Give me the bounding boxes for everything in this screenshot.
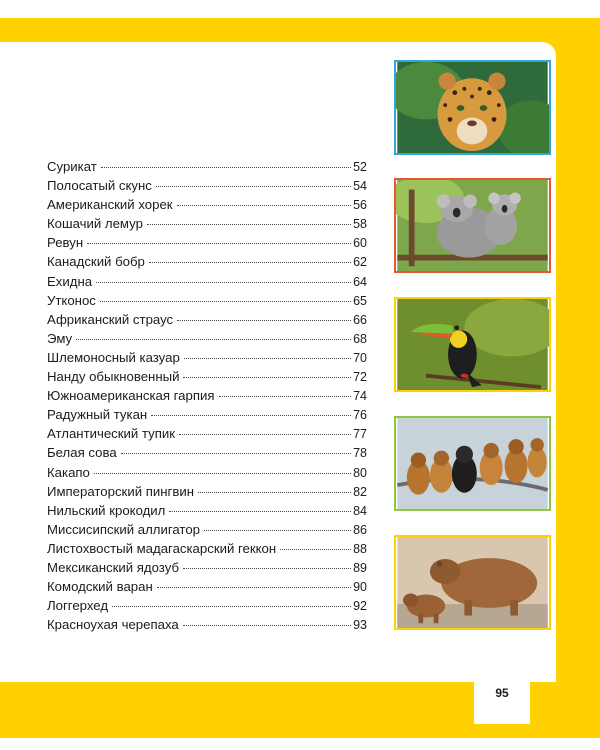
dot-leader — [177, 205, 352, 206]
toc-entry — [47, 233, 367, 252]
dot-leader — [183, 377, 351, 378]
toc-entry — [47, 501, 367, 520]
toc-entry — [47, 463, 367, 482]
toc-entry-page: 82 — [353, 484, 367, 499]
dot-leader — [183, 568, 351, 569]
top-margin — [0, 0, 600, 18]
dot-leader — [96, 282, 351, 283]
toc-entry-title: Американский хорек — [47, 197, 173, 213]
toc-entry-page: 76 — [353, 408, 367, 423]
monkeys-image — [396, 418, 549, 509]
dot-leader — [147, 224, 351, 225]
toc-entry — [47, 558, 367, 577]
toc-entry-title: Нанду обыкновенный — [47, 369, 180, 385]
toc-entry-title: Атлантический тупик — [47, 426, 175, 442]
dot-leader — [179, 434, 351, 435]
toc-entry-page: 90 — [353, 580, 367, 595]
toc-entry — [47, 157, 367, 176]
dot-leader — [280, 549, 351, 550]
toc-entry-title: Сурикат — [47, 159, 97, 174]
toc-entry-page: 70 — [353, 350, 367, 365]
toc-entry-page: 54 — [353, 179, 367, 194]
toc-entry — [47, 520, 367, 539]
toc-entry-page: 60 — [353, 236, 367, 251]
toc-entry-title: Комодский варан — [47, 579, 153, 595]
jaguar-image — [396, 62, 549, 153]
toc-entry-page: 80 — [353, 465, 367, 480]
toc-entry-title: Шлемоносный казуар — [47, 349, 180, 365]
dot-leader — [198, 492, 351, 493]
toc-entry-title: Красноухая черепаха — [47, 617, 179, 633]
toc-entry-title: Мексиканский ядозуб — [47, 559, 179, 575]
dot-leader — [112, 606, 351, 607]
capybara-image — [396, 537, 549, 628]
toc-entry — [47, 386, 367, 405]
toc-entry — [47, 214, 367, 233]
toc-entry — [47, 367, 367, 386]
toc-entry — [47, 615, 367, 634]
toc-entry-title: Ревун — [47, 235, 84, 251]
dot-leader — [151, 415, 351, 416]
dot-leader — [184, 358, 351, 359]
toc-entry — [47, 443, 367, 462]
page-number: 95 — [495, 686, 509, 700]
toc-entry-title: Какапо — [47, 464, 90, 480]
dot-leader — [149, 262, 351, 263]
toc-entry-title: Миссисипский аллигатор — [47, 521, 200, 537]
photo-jaguar — [394, 60, 551, 155]
dot-leader — [87, 243, 351, 244]
toc-entry-title: Утконос — [47, 292, 96, 308]
toc-entry-title: Кошачий лемур — [47, 216, 143, 232]
toc-entry — [47, 596, 367, 615]
toc-entry — [47, 176, 367, 195]
toc-entry-page: 68 — [353, 331, 367, 346]
toc-entry — [47, 577, 367, 596]
toc-entry-page: 66 — [353, 312, 367, 327]
toc-entry — [47, 291, 367, 310]
toc-entry — [47, 252, 367, 271]
toc-entry — [47, 405, 367, 424]
toc-entry-page: 62 — [353, 255, 367, 270]
toucan-image — [396, 299, 549, 390]
dot-leader — [121, 453, 351, 454]
dot-leader — [101, 167, 351, 168]
toc-entry-page: 58 — [353, 217, 367, 232]
toc-entry — [47, 310, 367, 329]
toc-entry-title: Южноамериканская гарпия — [47, 388, 215, 404]
toc-entry-page: 72 — [353, 370, 367, 385]
table-of-contents — [47, 157, 367, 634]
toc-entry-title: Полосатый скунс — [47, 178, 152, 194]
toc-entry-page: 88 — [353, 541, 367, 556]
toc-entry — [47, 539, 367, 558]
koala-image — [396, 180, 549, 271]
toc-entry-page: 65 — [353, 293, 367, 308]
toc-entry-page: 77 — [353, 427, 367, 442]
toc-entry — [47, 195, 367, 214]
toc-entry — [47, 482, 367, 501]
toc-entry-title: Императорский пингвин — [47, 483, 194, 499]
photo-koala — [394, 178, 551, 273]
dot-leader — [177, 320, 351, 321]
toc-entry-title: Нильский крокодил — [47, 502, 166, 518]
toc-entry-title: Логгерхед — [47, 598, 109, 614]
toc-entry-title: Эму — [47, 330, 73, 346]
toc-entry — [47, 424, 367, 443]
toc-entry — [47, 329, 367, 348]
toc-entry-title: Ехидна — [47, 273, 93, 289]
toc-entry-page: 86 — [353, 522, 367, 537]
photo-monkeys — [394, 416, 551, 511]
photo-toucan — [394, 297, 551, 392]
toc-entry-title: Африканский страус — [47, 311, 174, 327]
dot-leader — [219, 396, 352, 397]
toc-entry-page: 89 — [353, 560, 367, 575]
dot-leader — [183, 625, 351, 626]
toc-entry — [47, 348, 367, 367]
dot-leader — [169, 511, 351, 512]
dot-leader — [100, 301, 351, 302]
bottom-margin — [0, 738, 600, 750]
dot-leader — [156, 186, 351, 187]
toc-entry-page: 52 — [353, 160, 367, 174]
toc-entry-page: 93 — [353, 618, 367, 633]
toc-entry-title: Листохвостый мадагаскарский геккон — [47, 540, 277, 556]
toc-entry-page: 56 — [353, 198, 367, 213]
toc-entry — [47, 272, 367, 291]
dot-leader — [94, 473, 351, 474]
toc-entry-title: Канадский бобр — [47, 254, 145, 270]
toc-entry-title: Радужный тукан — [47, 407, 148, 423]
photo-capybara — [394, 535, 551, 630]
page-number-tab — [470, 664, 534, 724]
dot-leader — [204, 530, 351, 531]
dot-leader — [157, 587, 351, 588]
toc-entry-page: 74 — [353, 389, 367, 404]
toc-entry-page: 64 — [353, 274, 367, 289]
dot-leader — [76, 339, 351, 340]
toc-entry-title: Белая сова — [47, 445, 117, 461]
toc-entry-page: 78 — [353, 446, 367, 461]
toc-entry-page: 92 — [353, 599, 367, 614]
toc-entry-page: 84 — [353, 503, 367, 518]
